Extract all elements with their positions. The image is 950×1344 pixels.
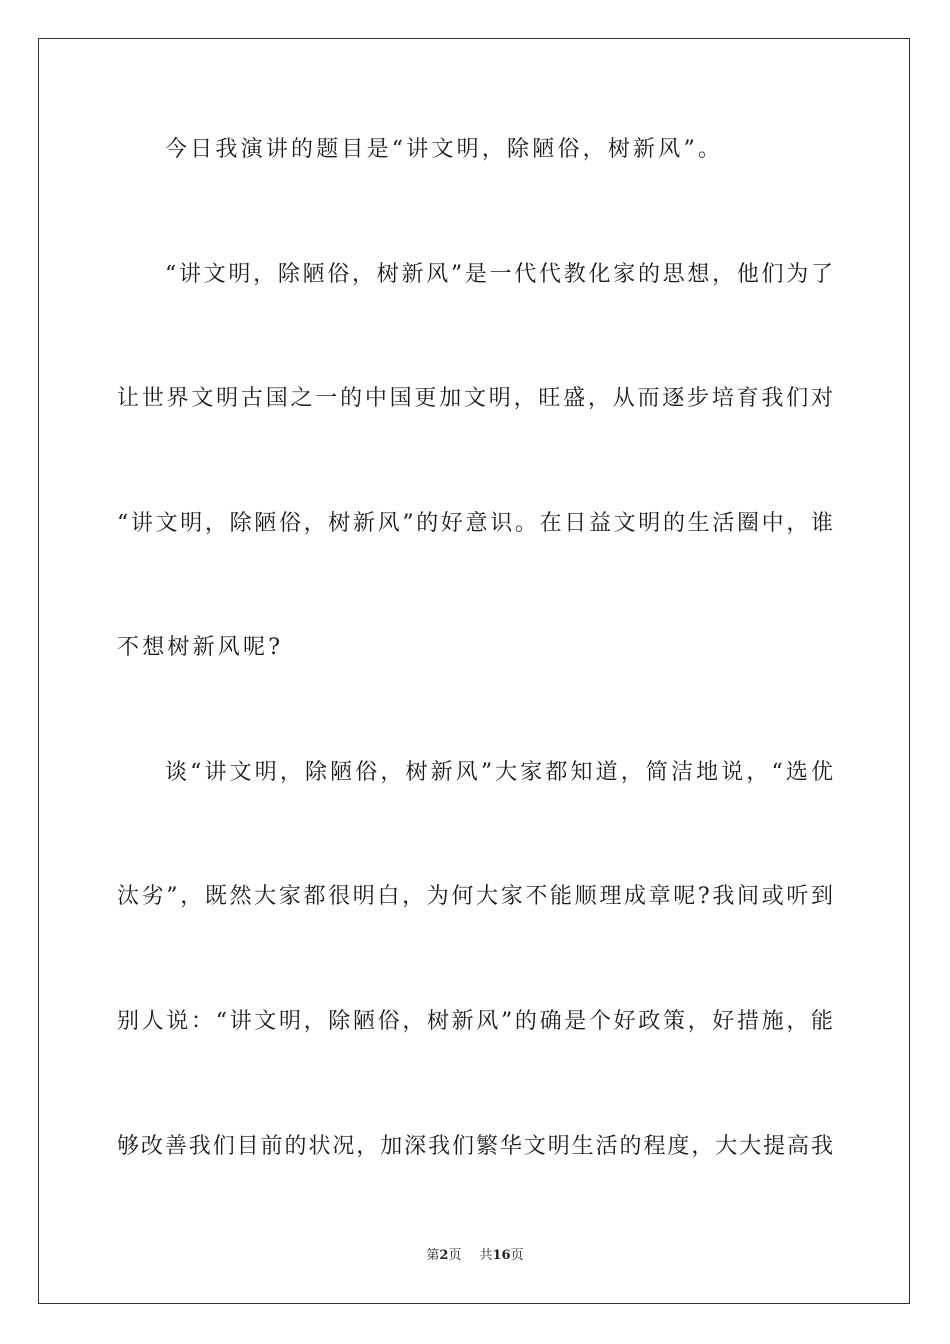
page-suffix: 页 — [448, 1248, 462, 1263]
paragraph-2-line-1: “讲文明，除陋俗，树新风”是一代代教化家的思想，他们为了 — [165, 262, 833, 287]
page-border — [38, 38, 910, 1304]
total-prefix: 共 — [479, 1248, 493, 1263]
paragraph-2-line-2: 让世界文明古国之一的中国更加文明，旺盛，从而逐步培育我们对 — [117, 386, 833, 411]
paragraph-3-line-3: 别人说：“讲文明，除陋俗，树新风”的确是个好政策，好措施，能 — [117, 1009, 833, 1034]
page-prefix: 第 — [426, 1248, 440, 1263]
total-pages: 16 — [492, 1248, 511, 1263]
paragraph-3-line-1: 谈“讲文明，除陋俗，树新风”大家都知道，简洁地说，“选优 — [165, 760, 833, 785]
page-footer — [0, 1247, 950, 1265]
current-page-number: 2 — [439, 1248, 449, 1263]
paragraph-1-line-1: 今日我演讲的题目是“讲文明，除陋俗，树新风”。 — [165, 137, 724, 162]
paragraph-3-line-4: 够改善我们目前的状况，加深我们繁华文明生活的程度，大大提高我 — [117, 1134, 833, 1159]
paragraph-2-line-4: 不想树新风呢? — [117, 635, 284, 660]
paragraph-3-line-2: 汰劣”，既然大家都很明白，为何大家不能顺理成章呢?我间或听到 — [117, 884, 833, 909]
paragraph-2-line-3: “讲文明，除陋俗，树新风”的好意识。在日益文明的生活圈中，谁 — [117, 511, 833, 536]
total-suffix: 页 — [510, 1248, 524, 1263]
